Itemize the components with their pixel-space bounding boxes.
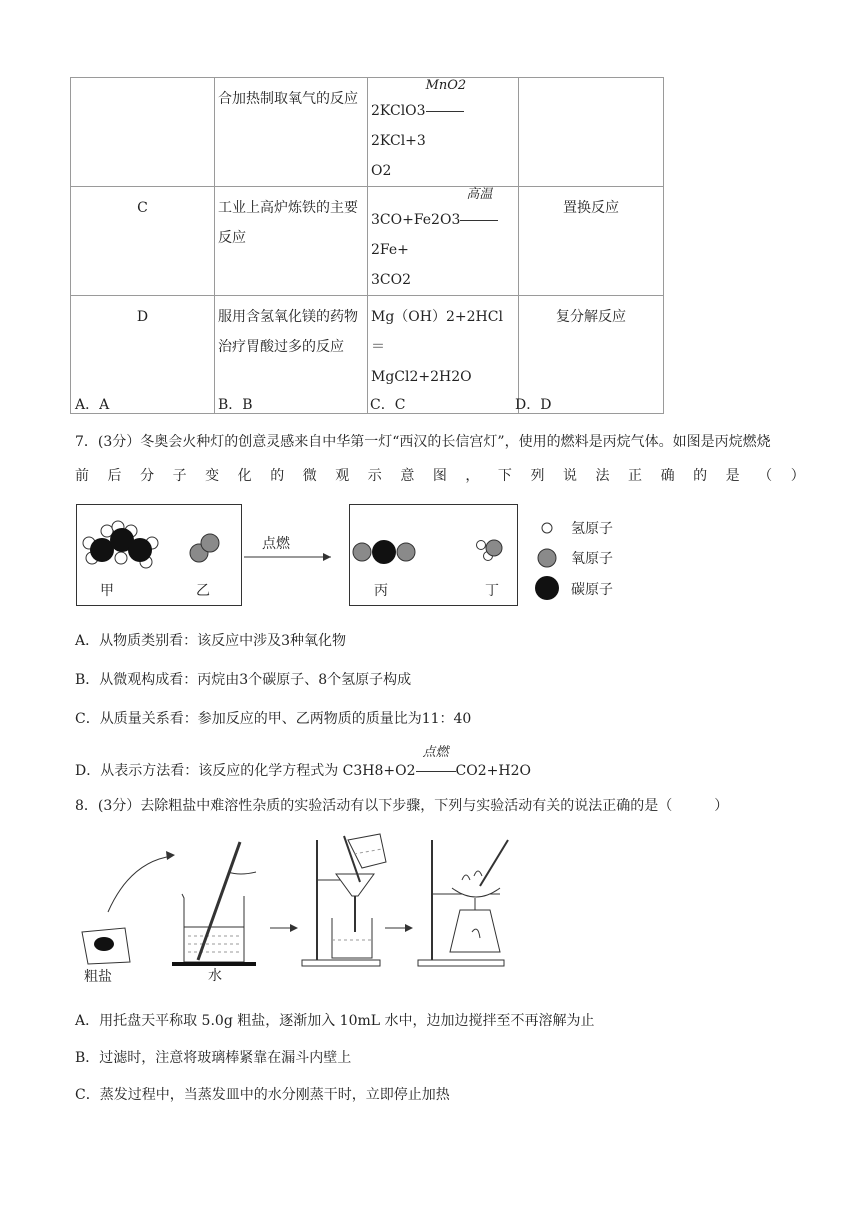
oxygen-legend-icon [538, 549, 556, 567]
stem-char: 图 [432, 468, 447, 484]
equation-rhs: 2KCl+3 [371, 133, 426, 149]
q8-option-c[interactable]: C．蒸发过程中，当蒸发皿中的水分刚蒸干时，立即停止加热 [75, 1087, 450, 1103]
reaction-condition: 点燃 [416, 763, 456, 779]
beaker-dissolving [172, 842, 256, 966]
equation-line: MgCl2+2H2O [371, 369, 472, 385]
table-row [71, 187, 664, 296]
table-cell: D [71, 296, 215, 414]
stem-char: 是 [725, 468, 740, 484]
table-row [71, 78, 664, 187]
q6-option-b[interactable]: B．B [218, 397, 253, 413]
table-cell: 复分解反应 [519, 296, 664, 414]
arrow-head-icon [323, 553, 331, 561]
filtration-apparatus [302, 834, 386, 966]
label-crude-salt: 粗盐 [84, 969, 112, 982]
stem-char: 后 [107, 468, 122, 484]
legend-hydrogen: 氢原子 [571, 521, 613, 537]
equation-lhs: 2KClO3 [371, 103, 426, 119]
table-cell: 置换反应 [519, 187, 664, 296]
table-cell [71, 78, 215, 187]
equation-line: Mg（OH）2+2HCl＝ [371, 309, 503, 355]
stem-char: 正 [628, 468, 643, 484]
q7-option-c[interactable]: C．从质量关系看：参加反应的甲、乙两物质的质量比为11：40 [75, 711, 472, 727]
carbon-legend-icon [535, 576, 559, 600]
table-row [71, 296, 664, 414]
stem-char: 微 [302, 468, 317, 484]
evaporation-apparatus [418, 840, 508, 966]
salt-purification-diagram [80, 832, 540, 982]
option-d-suffix: CO2+H2O [455, 763, 531, 779]
equation-lhs: 3CO+Fe2O3 [371, 212, 461, 228]
hydrogen-legend-icon [542, 523, 552, 533]
q7-option-b[interactable]: B．从微观构成看：丙烷由3个碳原子、8个氢原子构成 [75, 672, 412, 688]
table-cell: 工业上高炉炼铁的主要反应 [215, 187, 368, 296]
stem-char: 示 [367, 468, 382, 484]
reaction-table [70, 77, 664, 414]
arrow-label: 点燃 [262, 536, 290, 552]
table-cell: 合加热制取氧气的反应 [215, 78, 368, 187]
question-7-stem [75, 430, 805, 488]
legend-carbon: 碳原子 [571, 582, 613, 598]
equation-cell [368, 187, 519, 296]
arrow-head-icon [290, 924, 298, 932]
equation-cell [368, 78, 519, 187]
stem-char: ） [790, 468, 805, 484]
transfer-arrow [108, 856, 172, 912]
stem-char: ， [465, 468, 480, 484]
water-molecule [477, 540, 503, 561]
stem-char: 观 [335, 468, 350, 484]
oxygen-molecule [190, 534, 219, 562]
q6-option-d[interactable]: D．D [515, 397, 552, 413]
q7-option-d[interactable] [75, 745, 531, 780]
stem-char: 法 [595, 468, 610, 484]
question-8-stem: 8．(3分）去除粗盐中难溶性杂质的实验活动有以下步骤，下列与实验活动有关的说法正确的是（ ） [75, 798, 729, 814]
table-cell: C [71, 187, 215, 296]
reaction-condition: MnO2 [426, 96, 464, 126]
arrow-head-icon [405, 924, 413, 932]
stem-char: 的 [693, 468, 708, 484]
q6-option-a[interactable]: A．A [75, 397, 110, 413]
propane-combustion-diagram [76, 500, 636, 610]
q8-option-a[interactable]: A．用托盘天平称取 5.0g 粗盐，逐渐加入 10mL 水中，边加边搅拌至不再溶解为止 [75, 1013, 595, 1029]
stem-line-justified [75, 464, 805, 488]
propane-molecule [83, 521, 158, 568]
legend [535, 521, 613, 600]
stem-char: 意 [400, 468, 415, 484]
stem-char: 子 [172, 468, 187, 484]
option-d-prefix: D．从表示方法看：该反应的化学方程式为 C3H8+O2 [75, 763, 416, 779]
q7-option-a[interactable]: A．从物质类别看：该反应中涉及3种氧化物 [75, 633, 347, 649]
label-jia: 甲 [100, 583, 114, 599]
label-ding: 丁 [485, 583, 499, 599]
stem-char: 的 [270, 468, 285, 484]
stem-char: 说 [562, 468, 577, 484]
q6-option-c[interactable]: C．C [370, 397, 406, 413]
stem-char: 分 [140, 468, 155, 484]
stem-char: 确 [660, 468, 675, 484]
stem-char: 下 [497, 468, 512, 484]
equation-rhs-cont: 3CO2 [371, 272, 412, 288]
label-bing: 丙 [374, 583, 388, 599]
table-cell: 服用含氢氧化镁的药物治疗胃酸过多的反应 [215, 296, 368, 414]
q8-option-b[interactable]: B．过滤时，注意将玻璃棒紧靠在漏斗内壁上 [75, 1050, 352, 1066]
stem-char: 变 [205, 468, 220, 484]
stem-char: 前 [75, 468, 89, 484]
stem-char: 列 [530, 468, 545, 484]
carbon-dioxide-molecule [353, 540, 415, 564]
crude-salt-icon [94, 937, 114, 951]
arrow-head-icon [166, 851, 175, 860]
legend-oxygen: 氧原子 [571, 551, 613, 567]
table-cell [519, 78, 664, 187]
stem-line: 7．(3分）冬奥会火种灯的创意灵感来自中华第一灯“西汉的长信宫灯”，使用的燃料是丙烷气体。如图是丙烷燃烧 [75, 434, 771, 450]
equation-rhs: 2Fe+ [371, 242, 409, 258]
reaction-condition: 高温 [460, 205, 498, 235]
stem-char: （ [758, 468, 773, 484]
label-yi: 乙 [196, 583, 210, 599]
label-water: 水 [208, 968, 222, 982]
equation-rhs-cont: O2 [371, 163, 392, 179]
stem-char: 化 [237, 468, 252, 484]
